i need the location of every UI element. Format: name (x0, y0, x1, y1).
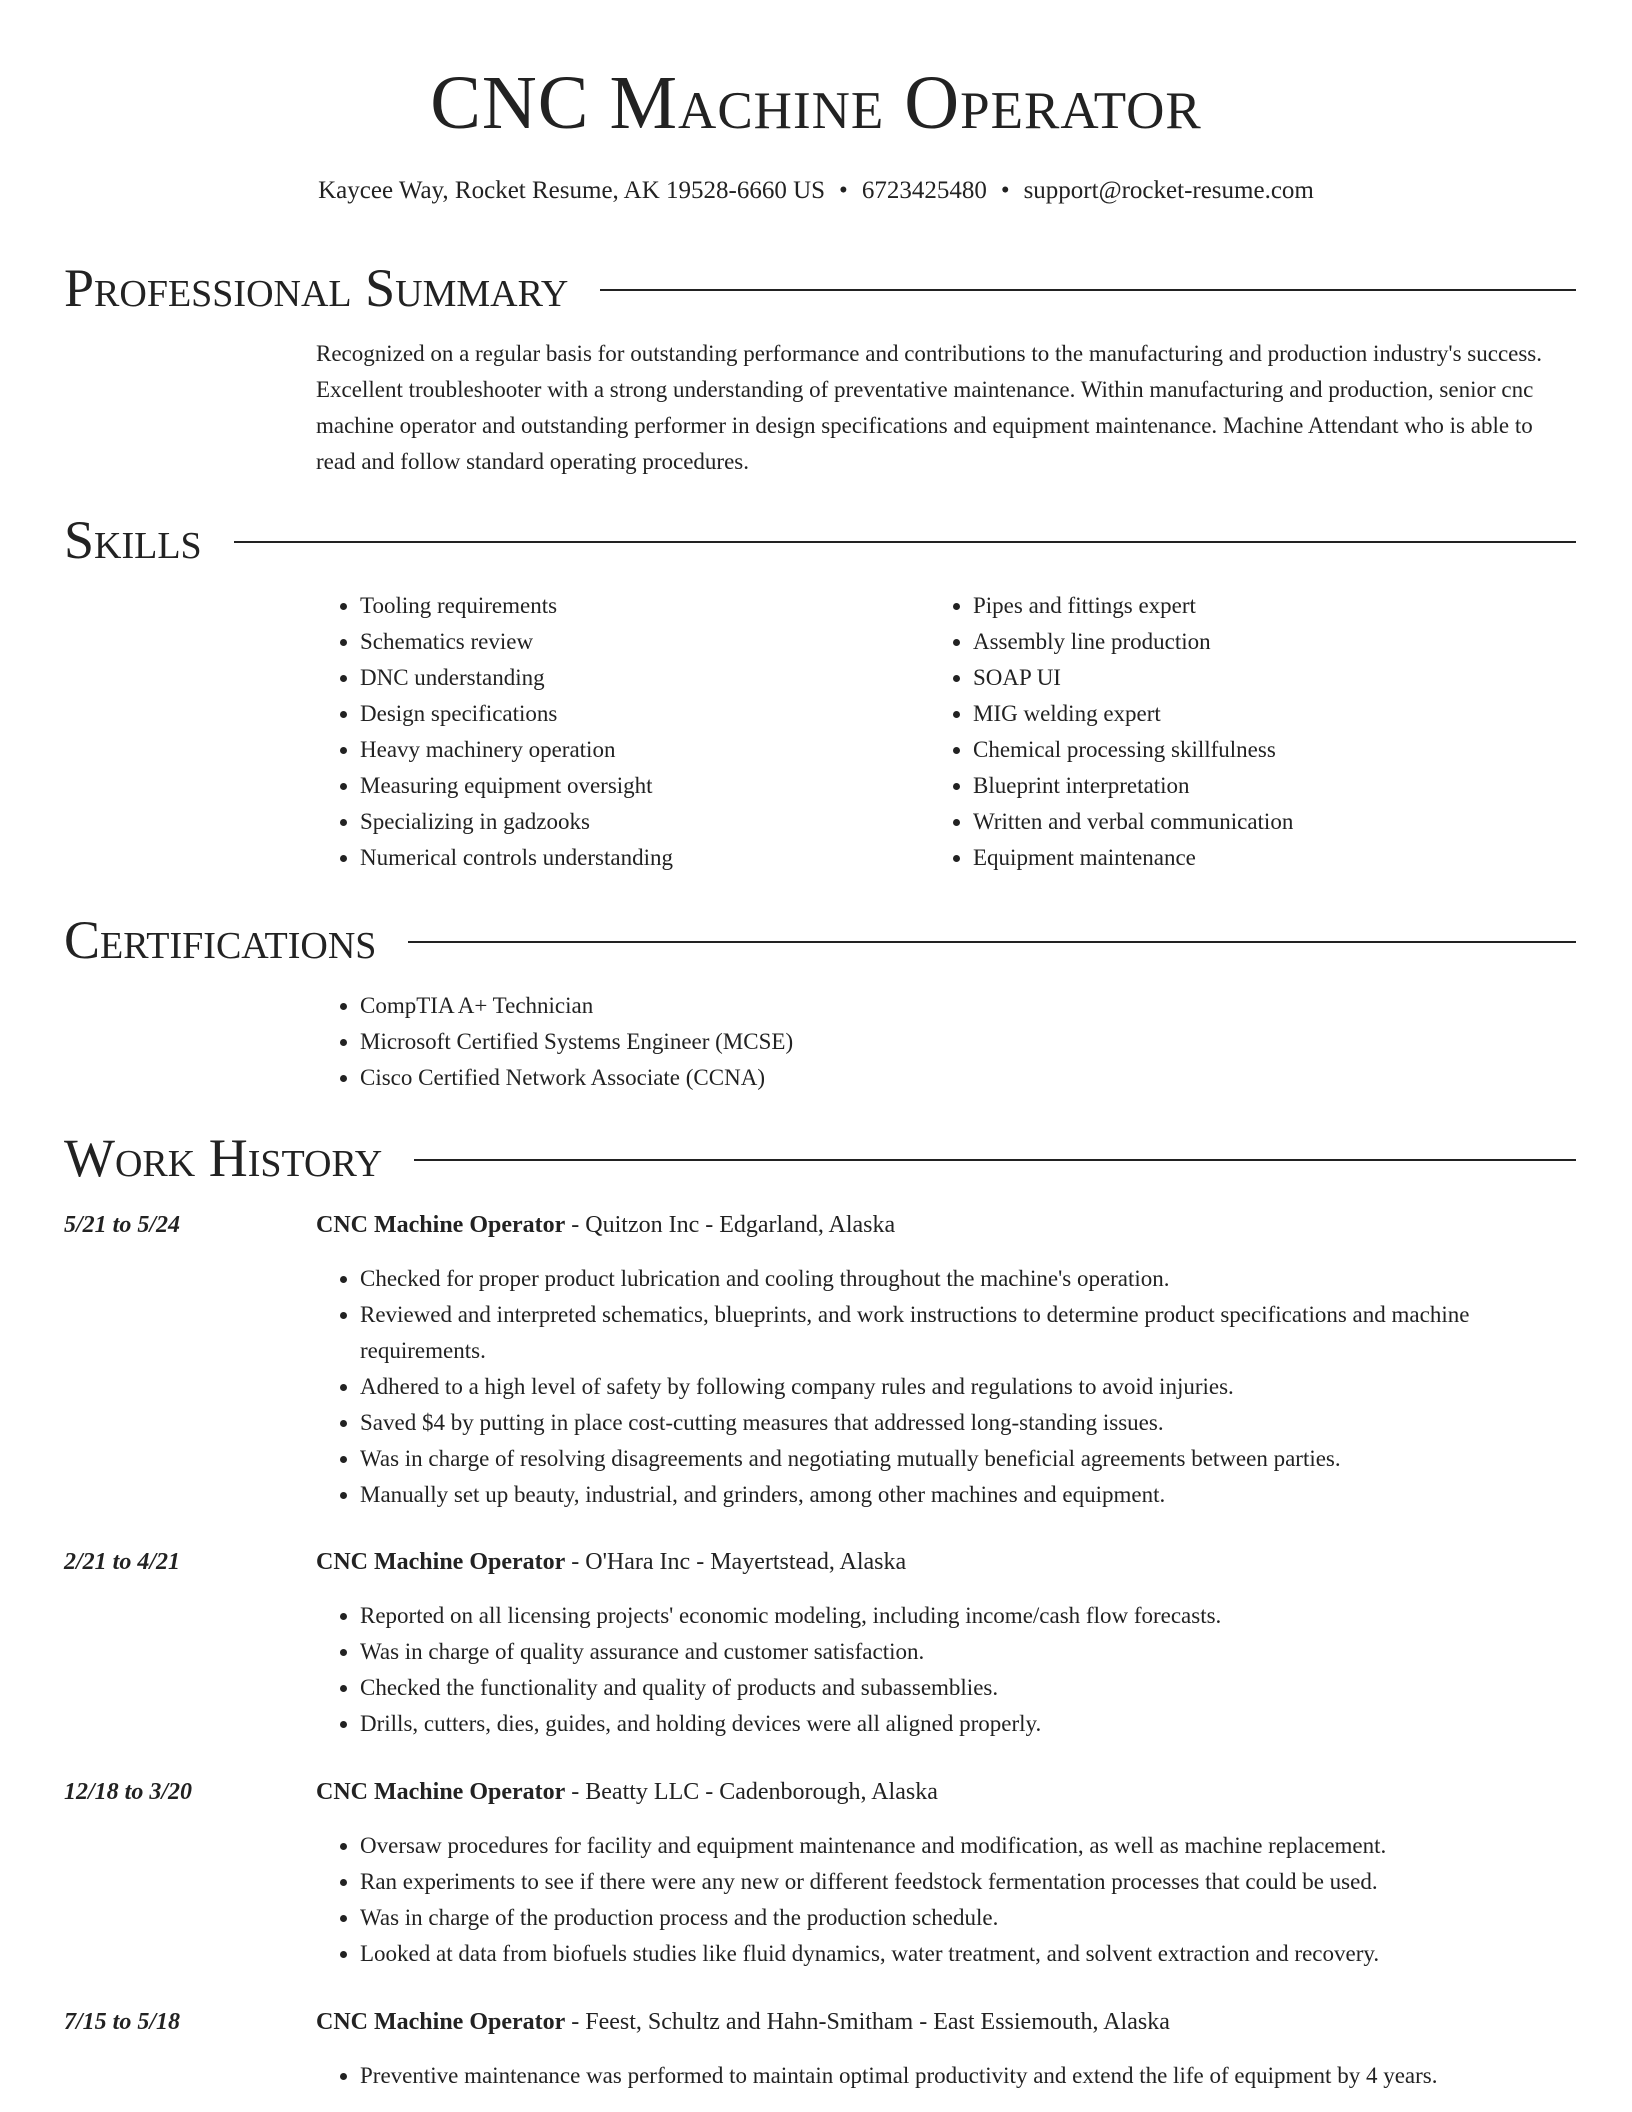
section-divider (414, 1159, 1576, 1161)
skill-item: • Design specifications (360, 696, 876, 732)
duty-item: • Was in charge of the production process and the production schedule. (360, 1900, 1572, 1936)
job-role: CNC Machine Operator (316, 2009, 566, 2035)
section-divider (408, 941, 1576, 943)
section-heading-skills (64, 508, 1576, 572)
certifications-block (316, 988, 1572, 1096)
section-divider (234, 541, 1576, 543)
skill-item: • Tooling requirements (360, 588, 876, 624)
duty-item: • Saved $4 by putting in place cost-cutting measures that addressed long-standing issues. (360, 1405, 1572, 1441)
job-duties-list (316, 1261, 1572, 1513)
job-employer-location: - Feest, Schultz and Hahn-Smitham - East Essiemouth, Alaska (565, 2009, 1170, 2035)
skill-item: • Pipes and fittings expert (973, 588, 1489, 624)
skill-item: • SOAP UI (973, 660, 1489, 696)
skill-item: • Chemical processing skillfulness (973, 732, 1489, 768)
candidate-name: CNC Machine Operator (430, 61, 1202, 145)
certification-item: • CompTIA A+ Technician (360, 988, 1572, 1024)
job-duties-list (316, 2058, 1572, 2094)
job-heading (316, 1207, 1572, 1243)
duty-item: • Was in charge of quality assurance and customer satisfaction. (360, 1634, 1572, 1670)
duty-item: • Checked for proper product lubrication and cooling throughout the machine's operation. (360, 1261, 1572, 1297)
separator-dot: • (839, 177, 848, 204)
contact-line (0, 174, 1632, 208)
job-duties-list (316, 1828, 1572, 1972)
section-title: Professional Summary (64, 258, 569, 318)
duty-item: • Preventive maintenance was performed to maintain optimal productivity and extend the life of equipment by 4 years. (360, 2058, 1572, 2094)
job-heading (316, 2004, 1572, 2040)
job-duties (316, 1598, 1572, 1742)
duty-item: • Reviewed and interpreted schematics, blueprints, and work instructions to determine product specifications and machine requirements. (360, 1297, 1572, 1369)
skills-list-left (316, 588, 876, 876)
section-title: Work History (64, 1128, 383, 1188)
section-divider (600, 289, 1576, 291)
section-title: Skills (64, 510, 202, 570)
job-employer-location: - Quitzon Inc - Edgarland, Alaska (565, 1212, 896, 1238)
address: Kaycee Way, Rocket Resume, AK 19528-6660 US (318, 177, 826, 204)
skill-item: • DNC understanding (360, 660, 876, 696)
job-employer-location: - Beatty LLC - Cadenborough, Alaska (565, 1779, 938, 1805)
job-heading (316, 1544, 1572, 1580)
certification-item: • Microsoft Certified Systems Engineer (MCSE) (360, 1024, 1572, 1060)
skill-item: • Blueprint interpretation (973, 768, 1489, 804)
job-dates: 12/18 to 3/20 (64, 1779, 193, 1805)
job-duties (316, 1261, 1572, 1513)
duty-item: • Checked the functionality and quality of products and subassemblies. (360, 1670, 1572, 1706)
job-role: CNC Machine Operator (316, 1779, 566, 1805)
skill-item: • MIG welding expert (973, 696, 1489, 732)
duty-item: • Drills, cutters, dies, guides, and holding devices were all aligned properly. (360, 1706, 1572, 1742)
job-employer-location: - O'Hara Inc - Mayertstead, Alaska (565, 1549, 907, 1575)
duty-item: • Ran experiments to see if there were any new or different feedstock fermentation processes that could be used. (360, 1864, 1572, 1900)
job-dates: 2/21 to 4/21 (64, 1549, 181, 1575)
phone-number: 6723425480 (861, 177, 987, 204)
skill-item: • Equipment maintenance (973, 840, 1489, 876)
skill-item: • Assembly line production (973, 624, 1489, 660)
skill-item: • Measuring equipment oversight (360, 768, 876, 804)
job-duties (316, 2058, 1572, 2094)
duty-item: • Adhered to a high level of safety by following company rules and regulations to avoid injuries. (360, 1369, 1572, 1405)
job-dates: 7/15 to 5/18 (64, 2009, 181, 2035)
skills-column-left (316, 588, 876, 876)
skill-item: • Schematics review (360, 624, 876, 660)
section-title: Certifications (64, 910, 377, 970)
job-dates: 5/21 to 5/24 (64, 1212, 181, 1238)
section-heading-certifications (64, 908, 1576, 972)
email-address[interactable]: support@rocket-resume.com (1023, 177, 1314, 204)
duty-item: • Looked at data from biofuels studies like fluid dynamics, water treatment, and solvent extraction and recovery. (360, 1936, 1572, 1972)
job-duties-list (316, 1598, 1572, 1742)
section-heading-summary (64, 256, 1576, 320)
certifications-list (316, 988, 1572, 1096)
job-role: CNC Machine Operator (316, 1549, 566, 1575)
skill-item: • Written and verbal communication (973, 804, 1489, 840)
duty-item: • Manually set up beauty, industrial, and grinders, among other machines and equipment. (360, 1477, 1572, 1513)
skill-item: • Numerical controls understanding (360, 840, 876, 876)
skill-item: • Heavy machinery operation (360, 732, 876, 768)
job-duties (316, 1828, 1572, 1972)
job-role: CNC Machine Operator (316, 1212, 566, 1238)
duty-item: • Reported on all licensing projects' economic modeling, including income/cash flow forecasts. (360, 1598, 1572, 1634)
skill-item: • Specializing in gadzooks (360, 804, 876, 840)
certification-item: • Cisco Certified Network Associate (CCNA) (360, 1060, 1572, 1096)
duty-item: • Was in charge of resolving disagreements and negotiating mutually beneficial agreements between parties. (360, 1441, 1572, 1477)
skills-list-right (929, 588, 1489, 876)
separator-dot: • (1000, 177, 1010, 204)
job-heading (316, 1774, 1572, 1810)
skills-column-right (929, 588, 1489, 876)
duty-item: • Oversaw procedures for facility and equipment maintenance and modification, as well as machine replacement. (360, 1828, 1572, 1864)
section-heading-work-history (64, 1126, 1576, 1190)
summary-text: Recognized on a regular basis for outstanding performance and contributions to the manufacturing and production industry's success. Excellent troubleshooter with a strong understanding of preventative maintenance. Within manufacturing and production, senior cnc machine operator and outstanding performer in design specifications and equipment maintenance. Machine Attendant who is able to read and follow standard operating procedures. (316, 341, 1543, 474)
